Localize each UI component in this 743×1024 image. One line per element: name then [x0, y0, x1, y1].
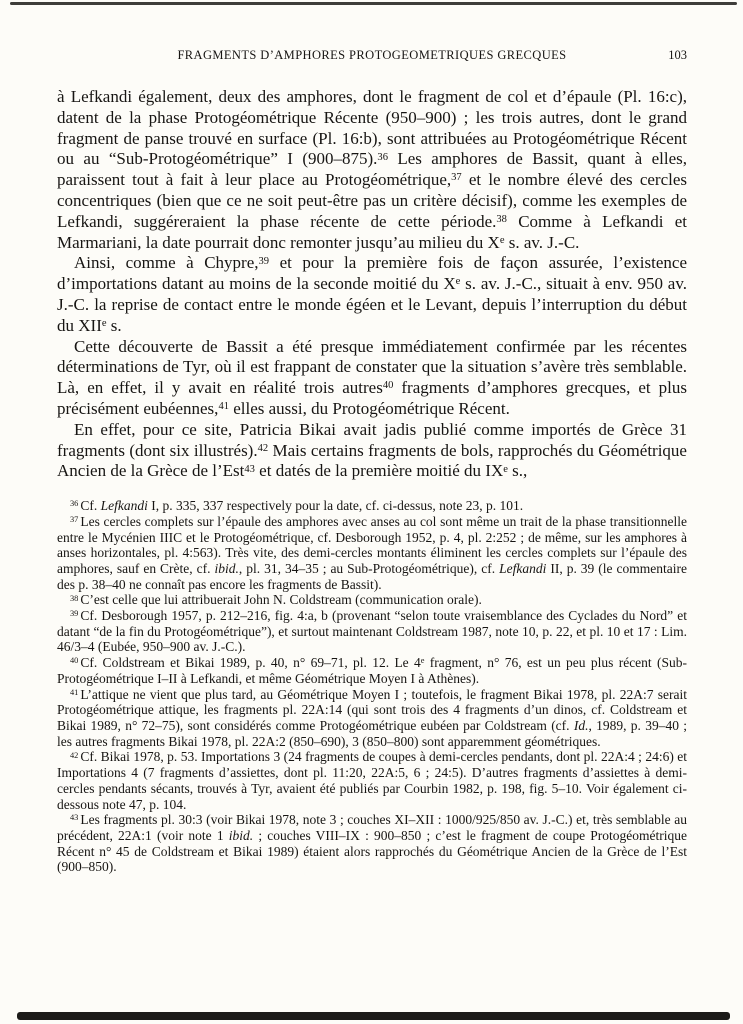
text-run: et datés de la première moitié du IX	[254, 461, 504, 481]
text-run: C’est celle que lui attribuerait John N. Coldstream (communication orale).	[80, 592, 482, 608]
footnote	[57, 687, 687, 750]
text-run: s.	[106, 315, 122, 335]
footnote-ref: e	[503, 463, 508, 475]
footnote-ref: 40	[382, 380, 394, 392]
text-run: s.,	[507, 461, 528, 481]
footnote-ref: 43	[244, 463, 255, 475]
body-paragraph	[57, 253, 687, 336]
text-run: L’attique ne vient que plus tard, au Géométrique Moyen I ; toutefois, le fragment Bikai 1978, pl. 22A:7 serait Protogéométrique attique, les fragments pl. 22A:14 (qui sont trois des 4 fragments d’un dinos, cf. Coldstream et Bikai 1989, n° 72–75), sont considérés comme Protogéométrique eubéen par Coldstream (cf.	[57, 686, 687, 733]
text-run: Les amphores de Bassit, quant à elles, paraissent tout à fait à leur place au Protogéométrique,	[57, 149, 687, 190]
page-number: 103	[668, 48, 687, 62]
text-run: Cf. Desborough 1957, p. 212–216, fig. 4:a, b (provenant “selon toute vraisemblance des Cyclades du Nord” et datant “de la fin du Protogéométrique”), et surtout maintenant Coldstream 1987, note 10, p. 22, et pl. 10 et 17 : Lim. 46/3–4 (Eubée, 950–900 av. J.-C.).	[57, 608, 687, 655]
italic-text-run: ibid.	[228, 827, 254, 843]
body-paragraph	[57, 337, 687, 420]
footnote	[57, 812, 687, 875]
text-run: II, p. 39 (le commentaire des p. 38–40 ne connaît pas encore les fragments de Bassit).	[57, 560, 687, 592]
text-run: et le nombre élevé des cercles concentriques (bien que ce ne soit peut-être pas un critère décisif), comme les exemples de Lefkandi, suggéreraient la phase récente de cette période.	[57, 170, 687, 231]
body-paragraph	[57, 87, 687, 253]
scan-artifact-bottom	[17, 1012, 730, 1020]
text-run: En effet, pour ce site, Patricia Bikai avait jadis publié comme importés de Grèce 31 fragments (dont six illustrés).	[57, 419, 687, 460]
text-run: Cf. Coldstream et Bikai 1989, p. 40, n° 69–71, pl. 12. Le 4	[80, 655, 421, 671]
text-run: et pour la première fois de façon assurée, l’existence d’importations datant au moins de la seconde moitié du X	[57, 253, 687, 294]
footnote	[57, 749, 687, 812]
footnote-ref: e	[499, 234, 505, 246]
text-run: Ainsi, comme à Chypre,	[74, 253, 259, 273]
text-run: I, p. 335, 337 respectively pour la date, cf. ci-dessus, note 23, p. 101.	[147, 498, 524, 514]
footnote-number: 40	[70, 656, 79, 666]
footnote-number: 42	[70, 750, 79, 760]
text-run: à Lefkandi également, deux des amphores, dont le fragment de col et d’épaule (Pl. 16:c), datent de la phase Protogéométrique Récente (950–900) ; les trois autres, dont le grand fragment de panse trouvé en surface (Pl. 16:b), sont attribuées au Protogéométrique Récent ou au “Sub-Protogéométrique” I (900–875).	[57, 87, 687, 169]
footnote-ref: 38	[496, 214, 507, 226]
text-run: s. av. J.-C.	[504, 232, 580, 252]
footnote-number: 38	[70, 593, 79, 603]
text-run: Cf.	[80, 498, 101, 514]
body-text	[57, 87, 687, 482]
text-run: elles aussi, du Protogéométrique Récent.	[228, 398, 510, 418]
footnote-number: 37	[70, 515, 79, 525]
text-run: Comme à Lefkandi et Marmariani, la date pourrait donc remonter jusqu’au milieu du X	[57, 211, 687, 252]
footnote	[57, 498, 687, 514]
footnote	[57, 655, 687, 686]
footnote-number: 41	[70, 687, 79, 697]
footnote-ref: 37	[451, 172, 462, 184]
footnote-ref: e	[420, 656, 425, 666]
text-run: Les fragments pl. 30:3 (voir Bikai 1978, note 3 ; couches XI–XII : 1000/925/850 av. J.-C.) et, très semblable au précédent, 22A:1 (voir note 1	[57, 812, 687, 843]
text-run: Cette découverte de Bassit a été presque immédiatement confirmée par les récentes déterminations de Tyr, où il est frappant de constater que la situation s’avère très semblable. Là, en effet, il y avait en réalité trois autres	[57, 336, 687, 398]
footnote-ref: 42	[257, 442, 269, 454]
running-title: FRAGMENTS D’AMPHORES PROTOGEOMETRIQUES GRECQUES	[177, 48, 567, 62]
italic-text-run: Lefkandi	[100, 498, 148, 514]
footnote-ref: e	[455, 276, 461, 288]
italic-text-run: Id.	[573, 717, 589, 733]
footnote-number: 43	[70, 813, 79, 823]
page-header	[57, 48, 687, 63]
text-run: fragment, n° 76, est un peu plus récent (Sub-Protogéométrique I–II à Lefkandi, et même Géométrique Moyen I à Athènes).	[57, 655, 688, 686]
footnote-number: 39	[70, 609, 79, 619]
footnote-ref: 36	[377, 151, 388, 163]
footnote-ref: e	[101, 318, 107, 330]
scan-artifact-top	[10, 2, 737, 5]
italic-text-run: Lefkandi	[499, 560, 547, 576]
text-run: Cf. Bikai 1978, p. 53. Importations 3 (24 fragments de coupes à demi-cercles pendants, dont pl. 22A:4 ; 24:6) et Importations 4 (7 fragments d’assiettes, dont pl. 11:20, 22A:5, 6 ; 24:5). D’autres fragments d’assiettes à demi-cercles pendants sécants, trouvés à Tyr, avaient été publiés par Courbin 1982, p. 198, fig. 5–10. Voir également ci-dessous note 47, p. 104.	[57, 749, 687, 812]
text-run: , pl. 31, 34–35 ; au Sub-Protogéométrique), cf.	[238, 560, 500, 576]
footnote-number: 36	[70, 499, 79, 509]
footnote-ref: 41	[218, 401, 229, 413]
text-run: Mais certains fragments de bols, rapprochés du Géométrique Ancien de la Grèce de l’Est	[57, 440, 687, 481]
footnote-ref: 39	[258, 255, 270, 267]
text-run: fragments d’amphores grecques, et plus précisément eubéennes,	[57, 378, 687, 418]
italic-text-run: ibid.	[214, 560, 239, 576]
text-run: Les cercles complets sur l’épaule des amphores avec anses au col sont même un trait de la phase transitionnelle entre le Mycénien IIIC et le Protogéométrique, cf. Desborough 1952, p. 4, pl. 2:252 ; de même, sur les amphores à anses horizontales, pl. 4:563). Très vite, des demi-cercles montants éliminent les cercles complets sur l’épaule des amphores, sauf en Crète, cf.	[57, 513, 687, 576]
footnote	[57, 608, 687, 655]
footnote	[57, 592, 687, 608]
footnotes-section	[57, 498, 687, 875]
footnote	[57, 514, 687, 593]
text-run: , 1989, p. 39–40 ; les autres fragments Bikai 1978, pl. 22A:2 (850–690), 3 (850–800) sont apparemment géométriques.	[57, 717, 687, 749]
body-paragraph	[57, 420, 687, 482]
text-run: s. av. J.-C., situait à env. 950 av. J.-C. la reprise de contact entre le monde égéen et le Levant, depuis l’interruption du début du XII	[57, 274, 687, 335]
text-run: ; couches VIII–IX : 900–850 ; c’est le fragment de coupe Protogéométrique Récent n° 45 de Coldstream et Bikai 1989) étaient alors rapprochés du Géométrique Ancien de la Grèce de l’Est (900–850).	[57, 827, 687, 875]
